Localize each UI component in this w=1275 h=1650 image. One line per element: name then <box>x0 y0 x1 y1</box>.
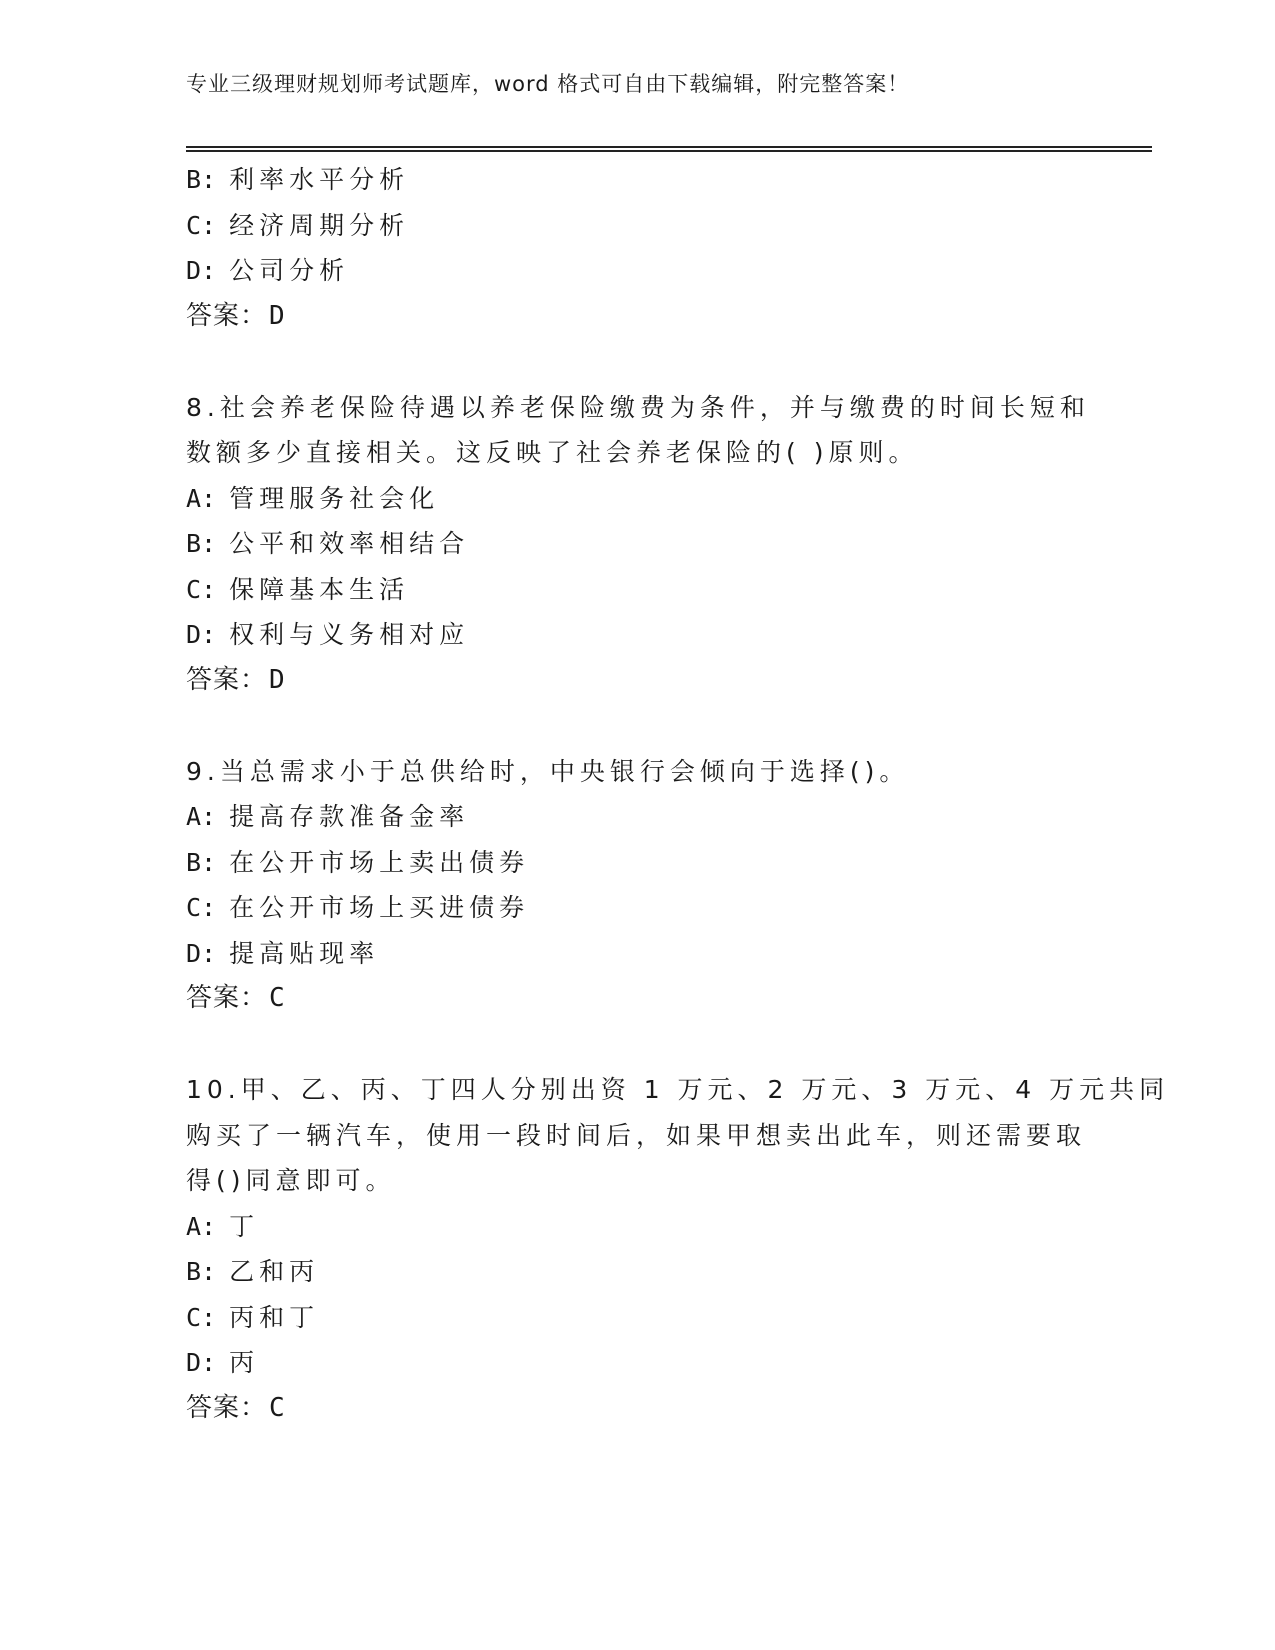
question-block <box>186 385 1090 704</box>
question-text: 得()同意即可。 <box>186 1166 396 1195</box>
answer-line <box>186 976 1086 1022</box>
question-text: 9.当总需求小于总供给时，中央银行会倾向于选择()。 <box>186 756 910 786</box>
spacer <box>186 703 1086 749</box>
answer-value: D <box>269 300 286 331</box>
answer-value: C <box>269 983 286 1013</box>
option-key: B: <box>186 847 217 877</box>
option-d <box>186 931 1086 977</box>
option-b <box>186 521 1086 567</box>
option-text: 公司分析 <box>229 256 350 285</box>
answer-line <box>186 294 1086 340</box>
option-text: 乙和丙 <box>229 1257 320 1286</box>
option-c <box>186 567 1086 613</box>
option-text: 在公开市场上卖出债券 <box>229 847 530 877</box>
spacer <box>186 1022 1086 1068</box>
option-key: A: <box>186 802 217 831</box>
option-key: C: <box>186 893 217 922</box>
answer-label: 答案： <box>186 983 268 1013</box>
page-header: 专业三级理财规划师考试题库，word 格式可自由下载编辑，附完整答案！ <box>186 72 910 96</box>
option-key: B: <box>186 1257 217 1286</box>
question-block <box>186 157 1086 339</box>
option-key: D: <box>186 256 217 285</box>
option-text: 提高贴现率 <box>229 938 380 968</box>
option-c <box>186 203 1086 249</box>
option-text: 利率水平分析 <box>229 165 410 194</box>
answer-label: 答案： <box>186 664 268 695</box>
option-key: C: <box>186 1302 217 1332</box>
option-c <box>186 885 1086 931</box>
answer-value: D <box>269 664 286 695</box>
option-key: B: <box>186 165 217 194</box>
option-key: D: <box>186 1348 217 1377</box>
option-key: C: <box>186 210 217 240</box>
option-key: A: <box>186 483 217 513</box>
answer-label: 答案： <box>186 1392 268 1423</box>
question-text: 数额多少直接相关。这反映了社会养老保险的( )原则。 <box>186 438 919 467</box>
option-a <box>186 794 1086 840</box>
option-a <box>186 476 1086 522</box>
answer-value: C <box>269 1392 286 1423</box>
option-text: 管理服务社会化 <box>229 483 440 513</box>
option-d <box>186 612 1086 658</box>
option-text: 保障基本生活 <box>229 574 410 604</box>
option-d <box>186 1340 1086 1386</box>
option-key: D: <box>186 938 217 968</box>
option-text: 经济周期分析 <box>229 210 410 240</box>
option-text: 丙 <box>229 1348 260 1377</box>
header-divider <box>186 146 1152 152</box>
answer-label: 答案： <box>186 300 268 331</box>
option-key: D: <box>186 620 217 649</box>
option-text: 公平和效率相结合 <box>229 529 470 558</box>
option-key: C: <box>186 574 217 604</box>
option-b <box>186 157 1086 203</box>
question-block <box>186 1067 1170 1431</box>
question-block <box>186 749 1086 1022</box>
option-text: 提高存款准备金率 <box>229 802 470 831</box>
answer-line <box>186 658 1086 704</box>
question-text: 购买了一辆汽车，使用一段时间后，如果甲想卖出此车，则还需要取 <box>186 1120 1087 1150</box>
option-a <box>186 1204 1086 1250</box>
option-text: 丙和丁 <box>229 1302 320 1332</box>
option-text: 在公开市场上买进债券 <box>229 893 530 922</box>
answer-line <box>186 1386 1086 1432</box>
option-text: 权利与义务相对应 <box>229 620 470 649</box>
option-b <box>186 1249 1086 1295</box>
question-text: 8.社会养老保险待遇以养老保险缴费为条件，并与缴费的时间长短和 <box>186 392 1090 422</box>
question-list <box>186 157 1170 1431</box>
spacer <box>186 339 1086 385</box>
option-b <box>186 840 1086 886</box>
option-text: 丁 <box>229 1211 260 1241</box>
option-c <box>186 1295 1086 1341</box>
option-key: A: <box>186 1211 217 1241</box>
option-key: B: <box>186 529 217 558</box>
question-text: 10.甲、乙、丙、丁四人分别出资 1 万元、2 万元、3 万元、4 万元共同 <box>186 1075 1170 1104</box>
option-d <box>186 248 1086 294</box>
